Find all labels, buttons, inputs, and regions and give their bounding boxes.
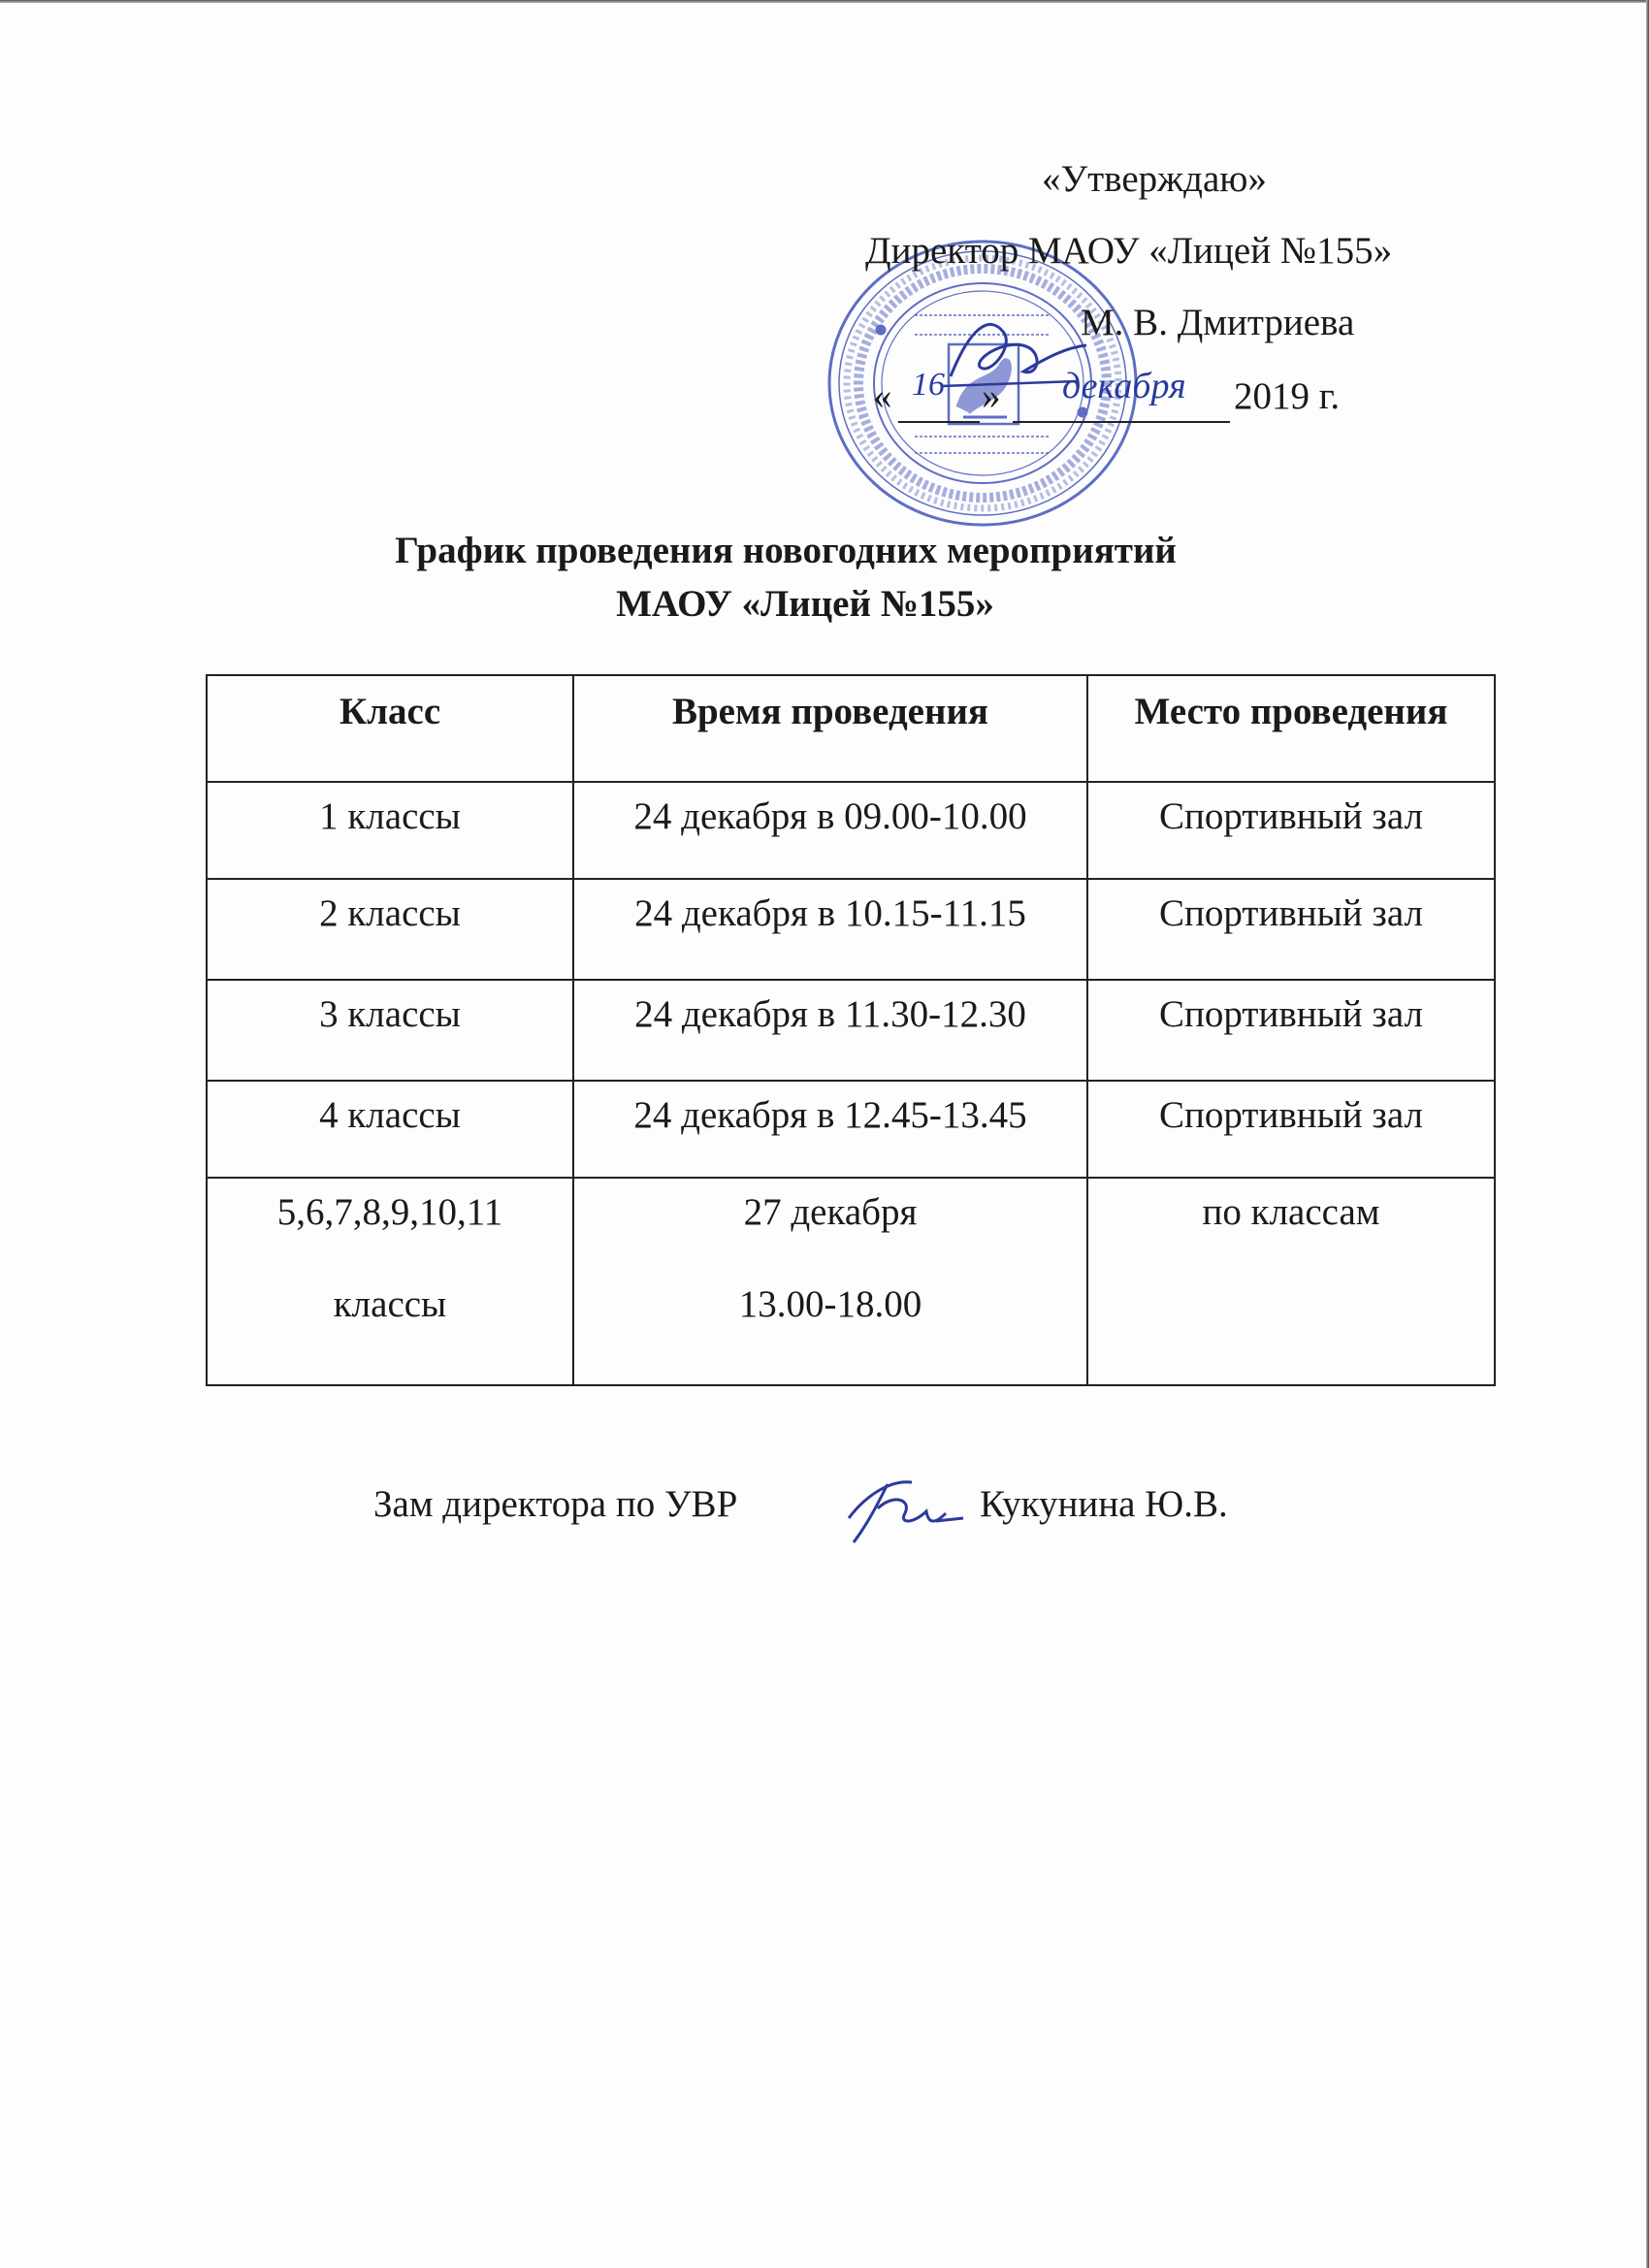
deputy-signature-icon [820,1465,965,1547]
document-subtitle: МАОУ «Лицей №155» [616,583,994,625]
cell-class-extra: классы [333,1283,447,1325]
cell-place: Спортивный зал [1087,1081,1495,1178]
header-class: Класс [207,675,573,782]
director-name: М. В. Дмитриева [1081,302,1355,343]
cell-class-text: 5,6,7,8,9,10,11 [276,1191,503,1233]
cell-time: 24 декабря в 09.00-10.00 [573,782,1087,879]
document-title: График проведения новогодних мероприятий [395,530,1177,571]
table-header-row [207,675,1495,782]
cell-place: по классам [1087,1178,1495,1385]
table-row [207,782,1495,879]
cell-time: 24 декабря в 10.15-11.15 [573,879,1087,980]
cell-time-text: 27 декабря [743,1191,918,1233]
schedule-table [206,674,1494,1384]
cell-time [573,1178,1087,1385]
approval-block [834,146,1513,437]
header-place: Место проведения [1087,675,1495,782]
header-time: Время проведения [573,675,1087,782]
cell-time: 24 декабря в 11.30-12.30 [573,980,1087,1081]
scan-edge-top [0,0,1649,3]
cell-time-extra: 13.00-18.00 [738,1283,922,1325]
cell-class: 3 классы [207,980,573,1081]
date-day-handwritten: 16 [912,367,945,403]
cell-class: 2 классы [207,879,573,980]
date-year: 2019 г. [1234,375,1341,417]
date-day-underline [898,421,980,423]
date-open-quote: « [873,375,892,417]
table-row [207,1178,1495,1385]
cell-place: Спортивный зал [1087,980,1495,1081]
date-close-quote: » [982,375,1001,417]
cell-place: Спортивный зал [1087,879,1495,980]
cell-class: 4 классы [207,1081,573,1178]
table-row [207,1081,1495,1178]
approval-heading: «Утверждаю» [1042,158,1267,200]
deputy-position: Зам директора по УВР [373,1483,738,1525]
table-row [207,879,1495,980]
cell-class: 1 классы [207,782,573,879]
director-position: Директор МАОУ «Лицей №155» [865,230,1393,272]
date-month-handwritten: декабря [1062,366,1186,406]
cell-place: Спортивный зал [1087,782,1495,879]
cell-class [207,1178,573,1385]
table-row [207,980,1495,1081]
cell-time: 24 декабря в 12.45-13.45 [573,1081,1087,1178]
date-month-underline [1013,421,1230,423]
deputy-name: Кукунина Ю.В. [980,1483,1228,1525]
